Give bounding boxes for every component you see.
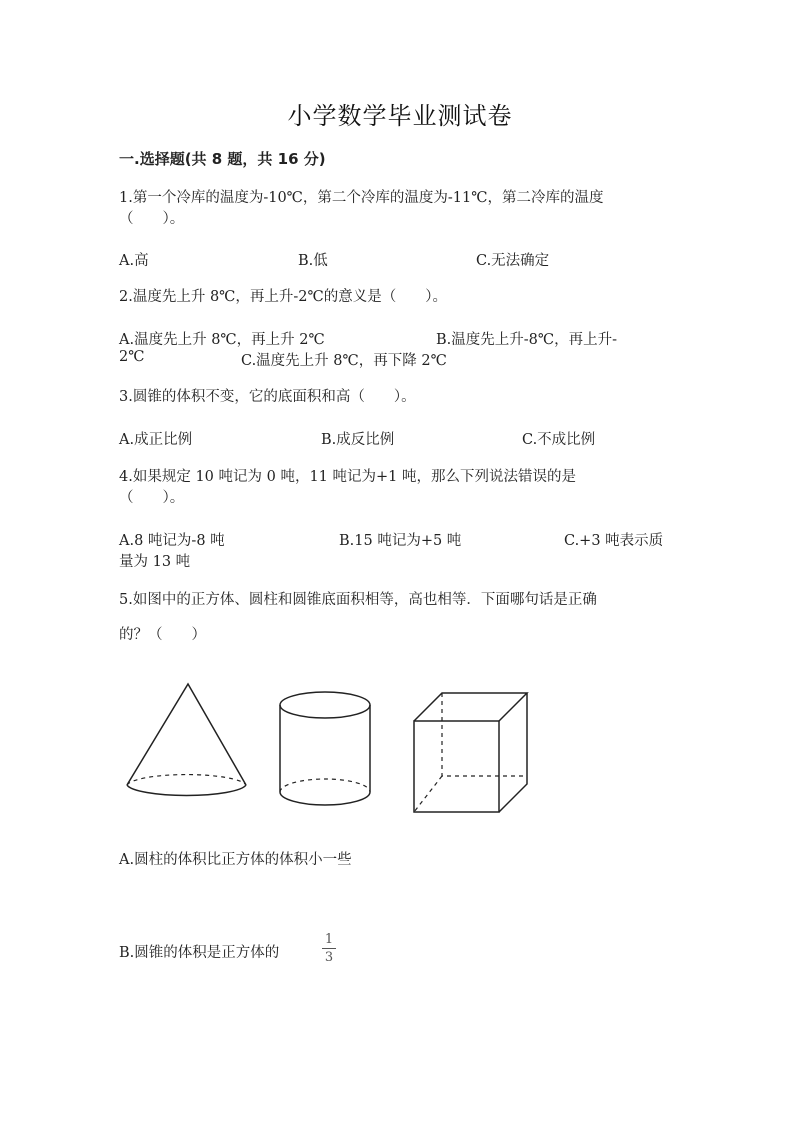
question-2-option-b-cont[interactable]: 2℃ [119, 349, 145, 365]
question-5-stem: 5.如图中的正方体、圆柱和圆锥底面积相等，高也相等．下面哪句话是正确 [119, 592, 597, 608]
question-1-option-b[interactable]: B.低 [298, 253, 328, 269]
cylinder-figure [280, 692, 370, 805]
cube-figure [414, 693, 527, 812]
question-3-stem: 3.圆锥的体积不变，它的底面积和高（ ）。 [119, 389, 416, 405]
fraction-denominator: 3 [324, 950, 334, 965]
question-1-stem: 1.第一个冷库的温度为-10℃，第二个冷库的温度为-11℃，第二冷库的温度 [119, 190, 604, 206]
question-4-option-a[interactable]: A.8 吨记为-8 吨 [119, 533, 225, 549]
question-4-stem: 4.如果规定 10 吨记为 0 吨，11 吨记为+1 吨，那么下列说法错误的是 [119, 469, 576, 485]
question-2-option-c[interactable]: C.温度先上升 8℃，再下降 2℃ [241, 353, 447, 369]
question-2-option-a[interactable]: A.温度先上升 8℃，再上升 2℃ [119, 332, 325, 348]
question-2-option-b[interactable]: B.温度先上升-8℃，再上升- [436, 332, 618, 348]
question-3-option-c[interactable]: C.不成比例 [522, 432, 596, 448]
question-3-option-a[interactable]: A.成正比例 [119, 432, 193, 448]
question-1-option-a[interactable]: A.高 [119, 253, 149, 269]
question-5-option-a[interactable]: A.圆柱的体积比正方体的体积小一些 [119, 852, 352, 868]
question-5-stem-cont: 的？（ ） [119, 627, 206, 643]
question-1-stem-cont: （ ）。 [119, 211, 185, 227]
cone-figure [127, 684, 246, 795]
question-4-option-b[interactable]: B.15 吨记为+5 吨 [339, 533, 462, 549]
section-heading: 一.选择题(共 8 题，共 16 分) [119, 150, 326, 168]
question-3-option-b[interactable]: B.成反比例 [321, 432, 395, 448]
question-4-option-c-cont[interactable]: 量为 13 吨 [119, 554, 191, 570]
fraction-one-third [320, 932, 338, 965]
fraction-numerator: 1 [324, 932, 334, 947]
question-5-option-b[interactable]: B.圆锥的体积是正方体的 [119, 945, 280, 961]
page-title: 小学数学毕业测试卷 [287, 102, 513, 130]
question-4-stem-cont: （ ）。 [119, 490, 185, 506]
question-2-stem: 2.温度先上升 8℃，再上升-2℃的意义是（ ）。 [119, 289, 447, 305]
question-4-option-c[interactable]: C.+3 吨表示质 [564, 533, 664, 549]
question-1-option-c[interactable]: C.无法确定 [476, 253, 550, 269]
